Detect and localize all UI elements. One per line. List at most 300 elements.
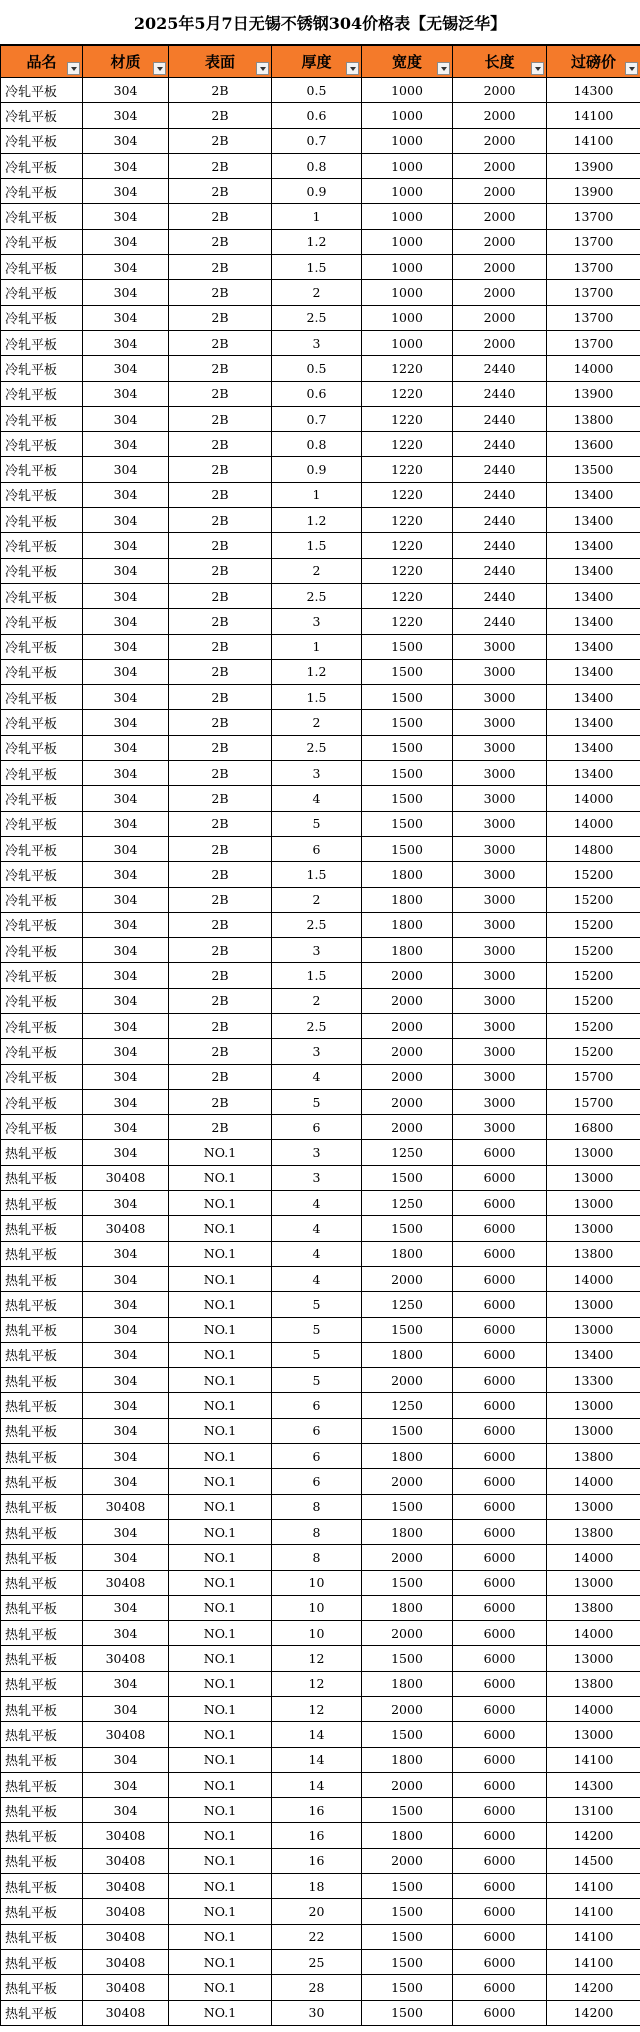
cell-material[interactable]: 304 [83, 1292, 169, 1317]
cell-name[interactable]: 热轧平板 [1, 1140, 83, 1165]
cell-width[interactable]: 1250 [362, 1292, 453, 1317]
cell-price[interactable]: 14000 [547, 356, 640, 381]
cell-name[interactable]: 冷轧平板 [1, 305, 83, 330]
cell-length[interactable]: 6000 [453, 1519, 547, 1544]
column-header-price[interactable] [547, 46, 640, 78]
cell-width[interactable]: 1800 [362, 1342, 453, 1367]
cell-surface[interactable]: NO.1 [169, 1975, 272, 2000]
cell-name[interactable]: 热轧平板 [1, 1823, 83, 1848]
cell-width[interactable]: 2000 [362, 988, 453, 1013]
cell-price[interactable]: 14500 [547, 1848, 640, 1873]
cell-width[interactable]: 2000 [362, 1848, 453, 1873]
dropdown-filter-icon[interactable] [346, 62, 359, 75]
cell-length[interactable]: 3000 [453, 862, 547, 887]
cell-thickness[interactable]: 20 [272, 1899, 362, 1924]
cell-name[interactable]: 热轧平板 [1, 1216, 83, 1241]
cell-material[interactable]: 304 [83, 508, 169, 533]
cell-surface[interactable]: 2B [169, 862, 272, 887]
cell-thickness[interactable]: 0.8 [272, 153, 362, 178]
cell-material[interactable]: 304 [83, 1519, 169, 1544]
cell-name[interactable]: 热轧平板 [1, 1722, 83, 1747]
cell-width[interactable]: 2000 [362, 1115, 453, 1140]
cell-width[interactable]: 1500 [362, 761, 453, 786]
cell-price[interactable]: 13800 [547, 1241, 640, 1266]
cell-price[interactable]: 13800 [547, 1595, 640, 1620]
cell-surface[interactable]: NO.1 [169, 1317, 272, 1342]
cell-price[interactable]: 13400 [547, 685, 640, 710]
cell-material[interactable]: 304 [83, 887, 169, 912]
cell-material[interactable]: 304 [83, 1115, 169, 1140]
cell-length[interactable]: 2440 [453, 432, 547, 457]
cell-width[interactable]: 1000 [362, 103, 453, 128]
cell-name[interactable]: 冷轧平板 [1, 280, 83, 305]
cell-width[interactable]: 1500 [362, 786, 453, 811]
cell-thickness[interactable]: 16 [272, 1848, 362, 1873]
cell-length[interactable]: 6000 [453, 1191, 547, 1216]
cell-surface[interactable]: 2B [169, 710, 272, 735]
cell-thickness[interactable]: 1.5 [272, 685, 362, 710]
cell-name[interactable]: 热轧平板 [1, 1165, 83, 1190]
cell-material[interactable]: 30408 [83, 1848, 169, 1873]
cell-width[interactable]: 1000 [362, 330, 453, 355]
cell-surface[interactable]: 2B [169, 280, 272, 305]
cell-width[interactable]: 1500 [362, 710, 453, 735]
cell-name[interactable]: 冷轧平板 [1, 330, 83, 355]
cell-name[interactable]: 冷轧平板 [1, 912, 83, 937]
cell-price[interactable]: 14100 [547, 1874, 640, 1899]
cell-material[interactable]: 304 [83, 280, 169, 305]
cell-material[interactable]: 304 [83, 533, 169, 558]
cell-thickness[interactable]: 6 [272, 1115, 362, 1140]
cell-length[interactable]: 6000 [453, 1747, 547, 1772]
cell-price[interactable]: 13000 [547, 1722, 640, 1747]
cell-width[interactable]: 2000 [362, 1621, 453, 1646]
cell-material[interactable]: 304 [83, 204, 169, 229]
cell-length[interactable]: 3000 [453, 938, 547, 963]
cell-name[interactable]: 冷轧平板 [1, 381, 83, 406]
cell-surface[interactable]: NO.1 [169, 1848, 272, 1873]
cell-thickness[interactable]: 5 [272, 811, 362, 836]
cell-length[interactable]: 6000 [453, 1494, 547, 1519]
cell-length[interactable]: 6000 [453, 1924, 547, 1949]
cell-surface[interactable]: NO.1 [169, 1949, 272, 1974]
cell-name[interactable]: 冷轧平板 [1, 508, 83, 533]
column-header-width[interactable] [362, 46, 453, 78]
cell-width[interactable]: 1000 [362, 280, 453, 305]
cell-material[interactable]: 30408 [83, 1216, 169, 1241]
cell-material[interactable]: 304 [83, 938, 169, 963]
cell-name[interactable]: 热轧平板 [1, 1874, 83, 1899]
cell-price[interactable]: 14000 [547, 1621, 640, 1646]
cell-name[interactable]: 热轧平板 [1, 1292, 83, 1317]
cell-width[interactable]: 2000 [362, 1697, 453, 1722]
column-header-name[interactable] [1, 46, 83, 78]
cell-surface[interactable]: NO.1 [169, 1747, 272, 1772]
cell-price[interactable]: 14300 [547, 78, 640, 103]
cell-material[interactable]: 304 [83, 862, 169, 887]
cell-thickness[interactable]: 2.5 [272, 735, 362, 760]
cell-length[interactable]: 2440 [453, 508, 547, 533]
cell-length[interactable]: 6000 [453, 1646, 547, 1671]
cell-thickness[interactable]: 6 [272, 1418, 362, 1443]
cell-material[interactable]: 304 [83, 609, 169, 634]
cell-length[interactable]: 6000 [453, 1798, 547, 1823]
cell-material[interactable]: 304 [83, 179, 169, 204]
cell-price[interactable]: 13700 [547, 229, 640, 254]
cell-thickness[interactable]: 12 [272, 1697, 362, 1722]
cell-surface[interactable]: NO.1 [169, 1519, 272, 1544]
cell-thickness[interactable]: 0.7 [272, 406, 362, 431]
cell-name[interactable]: 冷轧平板 [1, 1039, 83, 1064]
cell-width[interactable]: 1500 [362, 1975, 453, 2000]
cell-length[interactable]: 2000 [453, 255, 547, 280]
cell-name[interactable]: 热轧平板 [1, 1570, 83, 1595]
cell-surface[interactable]: NO.1 [169, 1368, 272, 1393]
cell-width[interactable]: 1220 [362, 533, 453, 558]
cell-width[interactable]: 1800 [362, 1444, 453, 1469]
cell-price[interactable]: 13000 [547, 1646, 640, 1671]
cell-length[interactable]: 6000 [453, 1368, 547, 1393]
cell-name[interactable]: 冷轧平板 [1, 988, 83, 1013]
cell-width[interactable]: 1220 [362, 457, 453, 482]
cell-material[interactable]: 304 [83, 381, 169, 406]
cell-length[interactable]: 3000 [453, 1013, 547, 1038]
cell-name[interactable]: 冷轧平板 [1, 1013, 83, 1038]
cell-surface[interactable]: NO.1 [169, 1241, 272, 1266]
cell-width[interactable]: 1220 [362, 508, 453, 533]
cell-material[interactable]: 304 [83, 710, 169, 735]
cell-width[interactable]: 1000 [362, 128, 453, 153]
cell-length[interactable]: 3000 [453, 761, 547, 786]
cell-name[interactable]: 冷轧平板 [1, 583, 83, 608]
cell-surface[interactable]: 2B [169, 735, 272, 760]
cell-width[interactable]: 1800 [362, 1823, 453, 1848]
cell-name[interactable]: 冷轧平板 [1, 406, 83, 431]
cell-price[interactable]: 13700 [547, 204, 640, 229]
cell-width[interactable]: 2000 [362, 1039, 453, 1064]
cell-thickness[interactable]: 0.6 [272, 103, 362, 128]
cell-material[interactable]: 304 [83, 153, 169, 178]
cell-material[interactable]: 304 [83, 1241, 169, 1266]
cell-surface[interactable]: NO.1 [169, 1469, 272, 1494]
cell-name[interactable]: 热轧平板 [1, 1317, 83, 1342]
cell-name[interactable]: 冷轧平板 [1, 609, 83, 634]
cell-thickness[interactable]: 1.5 [272, 533, 362, 558]
cell-material[interactable]: 304 [83, 685, 169, 710]
cell-thickness[interactable]: 0.6 [272, 381, 362, 406]
cell-price[interactable]: 15200 [547, 862, 640, 887]
cell-name[interactable]: 冷轧平板 [1, 432, 83, 457]
cell-name[interactable]: 冷轧平板 [1, 836, 83, 861]
cell-surface[interactable]: NO.1 [169, 1494, 272, 1519]
cell-material[interactable]: 30408 [83, 1165, 169, 1190]
cell-surface[interactable]: NO.1 [169, 1646, 272, 1671]
cell-thickness[interactable]: 18 [272, 1874, 362, 1899]
cell-length[interactable]: 6000 [453, 1469, 547, 1494]
cell-price[interactable]: 13000 [547, 1140, 640, 1165]
cell-length[interactable]: 6000 [453, 1165, 547, 1190]
cell-length[interactable]: 3000 [453, 1064, 547, 1089]
cell-name[interactable]: 冷轧平板 [1, 811, 83, 836]
cell-thickness[interactable]: 3 [272, 938, 362, 963]
cell-name[interactable]: 冷轧平板 [1, 533, 83, 558]
cell-length[interactable]: 2440 [453, 558, 547, 583]
cell-price[interactable]: 13600 [547, 432, 640, 457]
cell-name[interactable]: 热轧平板 [1, 1747, 83, 1772]
cell-surface[interactable]: NO.1 [169, 1418, 272, 1443]
cell-thickness[interactable]: 5 [272, 1342, 362, 1367]
cell-width[interactable]: 1220 [362, 381, 453, 406]
cell-width[interactable]: 1000 [362, 179, 453, 204]
cell-length[interactable]: 6000 [453, 1595, 547, 1620]
cell-name[interactable]: 冷轧平板 [1, 1064, 83, 1089]
cell-price[interactable]: 14000 [547, 811, 640, 836]
cell-thickness[interactable]: 2.5 [272, 1013, 362, 1038]
cell-price[interactable]: 13800 [547, 406, 640, 431]
cell-name[interactable]: 热轧平板 [1, 1191, 83, 1216]
cell-name[interactable]: 冷轧平板 [1, 862, 83, 887]
cell-length[interactable]: 6000 [453, 1418, 547, 1443]
cell-name[interactable]: 冷轧平板 [1, 685, 83, 710]
cell-price[interactable]: 14100 [547, 128, 640, 153]
cell-price[interactable]: 15200 [547, 963, 640, 988]
cell-price[interactable]: 13400 [547, 583, 640, 608]
cell-material[interactable]: 304 [83, 330, 169, 355]
cell-length[interactable]: 6000 [453, 1140, 547, 1165]
cell-width[interactable]: 1220 [362, 583, 453, 608]
cell-surface[interactable]: 2B [169, 761, 272, 786]
cell-material[interactable]: 30408 [83, 1823, 169, 1848]
cell-material[interactable]: 304 [83, 1368, 169, 1393]
cell-material[interactable]: 304 [83, 659, 169, 684]
cell-price[interactable]: 15200 [547, 912, 640, 937]
cell-name[interactable]: 热轧平板 [1, 1697, 83, 1722]
cell-name[interactable]: 冷轧平板 [1, 659, 83, 684]
cell-name[interactable]: 热轧平板 [1, 2000, 83, 2025]
cell-name[interactable]: 冷轧平板 [1, 887, 83, 912]
cell-length[interactable]: 3000 [453, 735, 547, 760]
cell-price[interactable]: 13000 [547, 1292, 640, 1317]
cell-surface[interactable]: 2B [169, 1115, 272, 1140]
cell-length[interactable]: 3000 [453, 811, 547, 836]
cell-length[interactable]: 2440 [453, 609, 547, 634]
cell-price[interactable]: 13400 [547, 533, 640, 558]
cell-surface[interactable]: 2B [169, 204, 272, 229]
cell-name[interactable]: 冷轧平板 [1, 128, 83, 153]
cell-name[interactable]: 冷轧平板 [1, 153, 83, 178]
cell-material[interactable]: 30408 [83, 1949, 169, 1974]
cell-name[interactable]: 冷轧平板 [1, 204, 83, 229]
cell-width[interactable]: 2000 [362, 1368, 453, 1393]
cell-length[interactable]: 3000 [453, 659, 547, 684]
cell-price[interactable]: 15200 [547, 887, 640, 912]
cell-length[interactable]: 6000 [453, 1444, 547, 1469]
cell-surface[interactable]: 2B [169, 1013, 272, 1038]
column-header-thickness[interactable] [272, 46, 362, 78]
cell-thickness[interactable]: 30 [272, 2000, 362, 2025]
cell-width[interactable]: 1500 [362, 1165, 453, 1190]
cell-length[interactable]: 3000 [453, 988, 547, 1013]
cell-price[interactable]: 15200 [547, 1013, 640, 1038]
cell-surface[interactable]: NO.1 [169, 1266, 272, 1291]
cell-length[interactable]: 2440 [453, 482, 547, 507]
cell-thickness[interactable]: 1.5 [272, 255, 362, 280]
cell-thickness[interactable]: 10 [272, 1621, 362, 1646]
cell-thickness[interactable]: 14 [272, 1772, 362, 1797]
cell-price[interactable]: 13400 [547, 1342, 640, 1367]
cell-material[interactable]: 304 [83, 1393, 169, 1418]
cell-material[interactable]: 304 [83, 1266, 169, 1291]
cell-length[interactable]: 3000 [453, 887, 547, 912]
cell-surface[interactable]: NO.1 [169, 1342, 272, 1367]
cell-width[interactable]: 1000 [362, 255, 453, 280]
cell-length[interactable]: 2440 [453, 356, 547, 381]
cell-thickness[interactable]: 14 [272, 1747, 362, 1772]
cell-thickness[interactable]: 8 [272, 1494, 362, 1519]
cell-surface[interactable]: 2B [169, 508, 272, 533]
cell-material[interactable]: 304 [83, 1545, 169, 1570]
cell-thickness[interactable]: 3 [272, 330, 362, 355]
cell-width[interactable]: 1250 [362, 1393, 453, 1418]
cell-width[interactable]: 1220 [362, 609, 453, 634]
cell-width[interactable]: 1500 [362, 1722, 453, 1747]
cell-width[interactable]: 1500 [362, 1494, 453, 1519]
cell-name[interactable]: 冷轧平板 [1, 482, 83, 507]
cell-name[interactable]: 冷轧平板 [1, 735, 83, 760]
cell-price[interactable]: 13400 [547, 482, 640, 507]
cell-length[interactable]: 6000 [453, 2000, 547, 2025]
cell-thickness[interactable]: 1 [272, 634, 362, 659]
cell-length[interactable]: 3000 [453, 912, 547, 937]
cell-surface[interactable]: NO.1 [169, 1772, 272, 1797]
cell-price[interactable]: 14100 [547, 1747, 640, 1772]
cell-width[interactable]: 1500 [362, 1924, 453, 1949]
cell-name[interactable]: 热轧平板 [1, 1671, 83, 1696]
cell-thickness[interactable]: 0.9 [272, 457, 362, 482]
cell-thickness[interactable]: 3 [272, 1140, 362, 1165]
cell-name[interactable]: 冷轧平板 [1, 255, 83, 280]
cell-price[interactable]: 13700 [547, 330, 640, 355]
cell-thickness[interactable]: 3 [272, 609, 362, 634]
cell-surface[interactable]: 2B [169, 609, 272, 634]
cell-price[interactable]: 13400 [547, 558, 640, 583]
cell-name[interactable]: 热轧平板 [1, 1393, 83, 1418]
cell-thickness[interactable]: 12 [272, 1671, 362, 1696]
cell-length[interactable]: 3000 [453, 685, 547, 710]
cell-surface[interactable]: NO.1 [169, 1570, 272, 1595]
cell-surface[interactable]: 2B [169, 305, 272, 330]
cell-length[interactable]: 3000 [453, 1089, 547, 1114]
cell-width[interactable]: 1220 [362, 356, 453, 381]
cell-name[interactable]: 热轧平板 [1, 1772, 83, 1797]
cell-width[interactable]: 2000 [362, 1064, 453, 1089]
cell-surface[interactable]: 2B [169, 179, 272, 204]
cell-surface[interactable]: 2B [169, 1064, 272, 1089]
cell-material[interactable]: 30408 [83, 2000, 169, 2025]
cell-name[interactable]: 热轧平板 [1, 1519, 83, 1544]
cell-name[interactable]: 冷轧平板 [1, 356, 83, 381]
cell-width[interactable]: 1800 [362, 1595, 453, 1620]
cell-price[interactable]: 15200 [547, 1039, 640, 1064]
cell-price[interactable]: 15700 [547, 1064, 640, 1089]
cell-material[interactable]: 304 [83, 1418, 169, 1443]
cell-thickness[interactable]: 3 [272, 761, 362, 786]
cell-thickness[interactable]: 2.5 [272, 912, 362, 937]
cell-material[interactable]: 304 [83, 1140, 169, 1165]
cell-surface[interactable]: 2B [169, 558, 272, 583]
cell-price[interactable]: 14300 [547, 1772, 640, 1797]
cell-price[interactable]: 14100 [547, 103, 640, 128]
cell-length[interactable]: 6000 [453, 1722, 547, 1747]
cell-name[interactable]: 热轧平板 [1, 1418, 83, 1443]
cell-name[interactable]: 冷轧平板 [1, 1115, 83, 1140]
cell-price[interactable]: 13500 [547, 457, 640, 482]
cell-thickness[interactable]: 2.5 [272, 305, 362, 330]
dropdown-filter-icon[interactable] [625, 62, 638, 75]
cell-surface[interactable]: 2B [169, 103, 272, 128]
cell-width[interactable]: 1500 [362, 836, 453, 861]
cell-name[interactable]: 冷轧平板 [1, 963, 83, 988]
cell-length[interactable]: 6000 [453, 1874, 547, 1899]
cell-length[interactable]: 6000 [453, 1342, 547, 1367]
cell-width[interactable]: 2000 [362, 1469, 453, 1494]
cell-surface[interactable]: NO.1 [169, 1621, 272, 1646]
cell-price[interactable]: 14800 [547, 836, 640, 861]
cell-surface[interactable]: NO.1 [169, 1545, 272, 1570]
cell-name[interactable]: 热轧平板 [1, 1545, 83, 1570]
cell-material[interactable]: 304 [83, 912, 169, 937]
cell-length[interactable]: 3000 [453, 963, 547, 988]
cell-width[interactable]: 1500 [362, 735, 453, 760]
cell-surface[interactable]: NO.1 [169, 1697, 272, 1722]
cell-width[interactable]: 1000 [362, 153, 453, 178]
cell-price[interactable]: 13400 [547, 508, 640, 533]
cell-surface[interactable]: NO.1 [169, 1823, 272, 1848]
cell-price[interactable]: 13000 [547, 1191, 640, 1216]
cell-name[interactable]: 冷轧平板 [1, 229, 83, 254]
cell-name[interactable]: 热轧平板 [1, 1949, 83, 1974]
cell-length[interactable]: 6000 [453, 1393, 547, 1418]
cell-material[interactable]: 30408 [83, 1899, 169, 1924]
cell-name[interactable]: 热轧平板 [1, 1342, 83, 1367]
cell-material[interactable]: 304 [83, 482, 169, 507]
cell-width[interactable]: 1000 [362, 78, 453, 103]
cell-price[interactable]: 13000 [547, 1165, 640, 1190]
cell-surface[interactable]: 2B [169, 482, 272, 507]
cell-length[interactable]: 3000 [453, 1115, 547, 1140]
cell-thickness[interactable]: 10 [272, 1595, 362, 1620]
cell-name[interactable]: 热轧平板 [1, 1924, 83, 1949]
cell-material[interactable]: 304 [83, 1747, 169, 1772]
cell-width[interactable]: 1500 [362, 1317, 453, 1342]
cell-material[interactable]: 304 [83, 1798, 169, 1823]
cell-price[interactable]: 14000 [547, 786, 640, 811]
cell-thickness[interactable]: 6 [272, 1393, 362, 1418]
dropdown-filter-icon[interactable] [153, 62, 166, 75]
cell-material[interactable]: 304 [83, 78, 169, 103]
cell-material[interactable]: 30408 [83, 1646, 169, 1671]
cell-name[interactable]: 冷轧平板 [1, 457, 83, 482]
cell-surface[interactable]: NO.1 [169, 1393, 272, 1418]
cell-width[interactable]: 1800 [362, 862, 453, 887]
cell-thickness[interactable]: 0.7 [272, 128, 362, 153]
cell-length[interactable]: 2440 [453, 457, 547, 482]
cell-price[interactable]: 13700 [547, 305, 640, 330]
cell-name[interactable]: 冷轧平板 [1, 710, 83, 735]
cell-material[interactable]: 304 [83, 1469, 169, 1494]
cell-length[interactable]: 3000 [453, 786, 547, 811]
cell-name[interactable]: 热轧平板 [1, 1494, 83, 1519]
